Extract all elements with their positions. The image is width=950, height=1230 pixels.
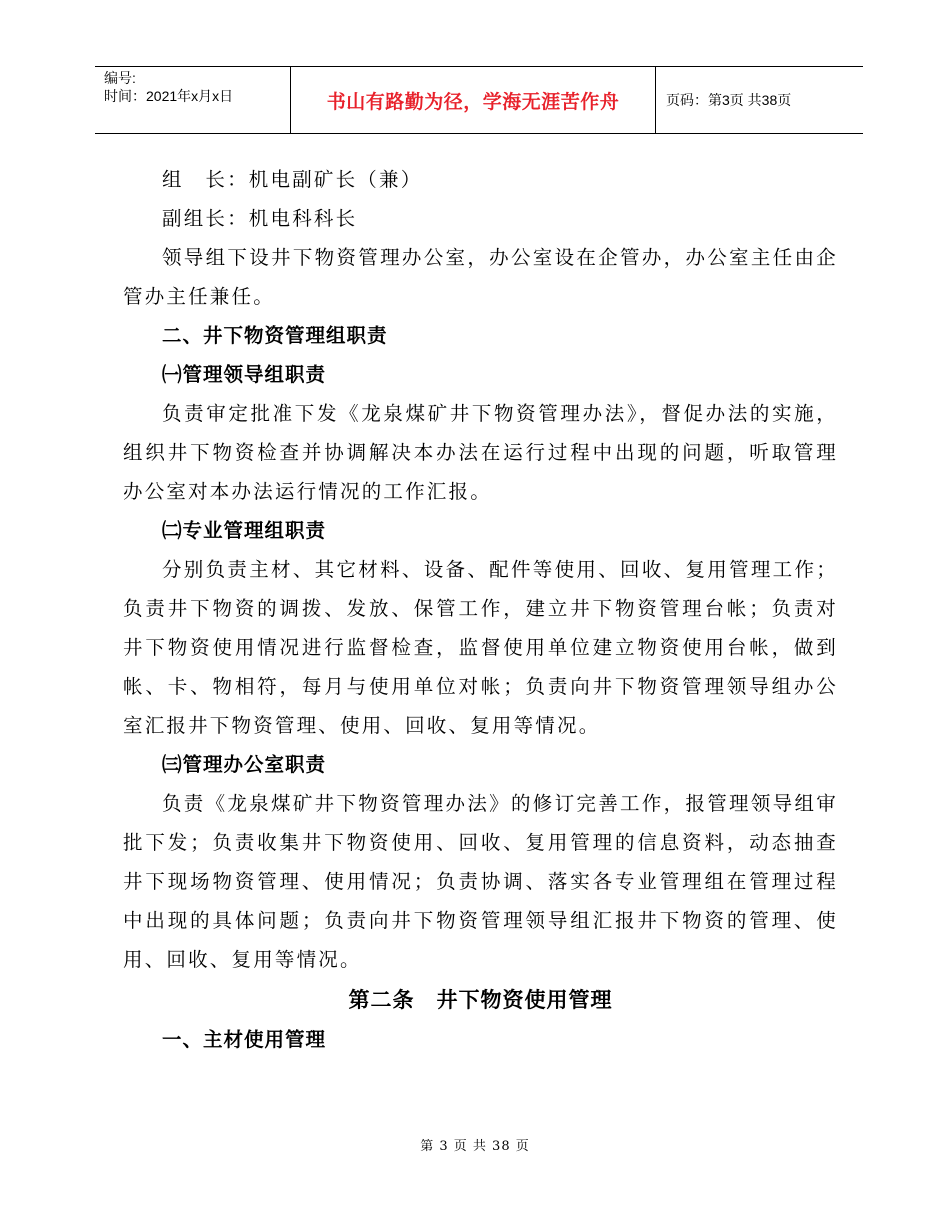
article-title: 井下物资使用管理	[436, 988, 613, 1012]
doc-number-label: 编号:	[104, 70, 136, 86]
leader-line: 组 长：机电副矿长（兼）	[162, 168, 423, 191]
subsection-heading: ㈡专业管理组职责	[162, 519, 327, 542]
subsection-heading: ㈢管理办公室职责	[162, 753, 327, 776]
time-label: 时间：2021年x月x日	[104, 88, 234, 104]
page-header	[95, 66, 863, 134]
section-heading: 二、井下物资管理组职责	[162, 324, 388, 347]
paragraph: 负责《龙泉煤矿井下物资管理办法》的修订完善工作，报管理领导组审批下发；负责收集井下物资使用、回收、复用管理的信息资料，动态抽查井下现场物资管理、使用情况；负责协调、落实各专业管理组在管理过程中出现的具体问题；负责向井下物资管理领导组汇报井下物资的管理、使用、回收、复用等情况。	[123, 792, 838, 971]
paragraph: 分别负责主材、其它材料、设备、配件等使用、回收、复用管理工作；负责井下物资的调拨、发放、保管工作，建立井下物资管理台帐；负责对井下物资使用情况进行监督检查，监督使用单位建立物资使用台帐，做到帐、卡、物相符，每月与使用单位对帐；负责向井下物资管理领导组办公室汇报井下物资管理、使用、回收、复用等情况。	[123, 558, 838, 737]
page-footer: 第 3 页 共 38 页	[420, 1139, 530, 1154]
article-heading	[123, 981, 838, 1020]
section-heading: 一、主材使用管理	[162, 1028, 327, 1051]
paragraph: 负责审定批准下发《龙泉煤矿井下物资管理办法》，督促办法的实施，组织井下物资检查并协调解决本办法在运行过程中出现的问题，听取管理办公室对本办法运行情况的工作汇报。	[123, 402, 838, 503]
paragraph: 领导组下设井下物资管理办公室，办公室设在企管办，办公室主任由企管办主任兼任。	[123, 246, 838, 308]
document-body	[123, 160, 838, 1059]
header-motto: 书山有路勤为径，学海无涯苦作舟	[291, 67, 656, 133]
header-meta-cell	[95, 67, 291, 133]
deputy-leader-line: 副组长：机电科科长	[162, 207, 358, 230]
header-page-code: 页码：第3页 共38页	[666, 92, 792, 108]
article-number: 第二条	[348, 988, 415, 1012]
subsection-heading: ㈠管理领导组职责	[162, 363, 327, 386]
